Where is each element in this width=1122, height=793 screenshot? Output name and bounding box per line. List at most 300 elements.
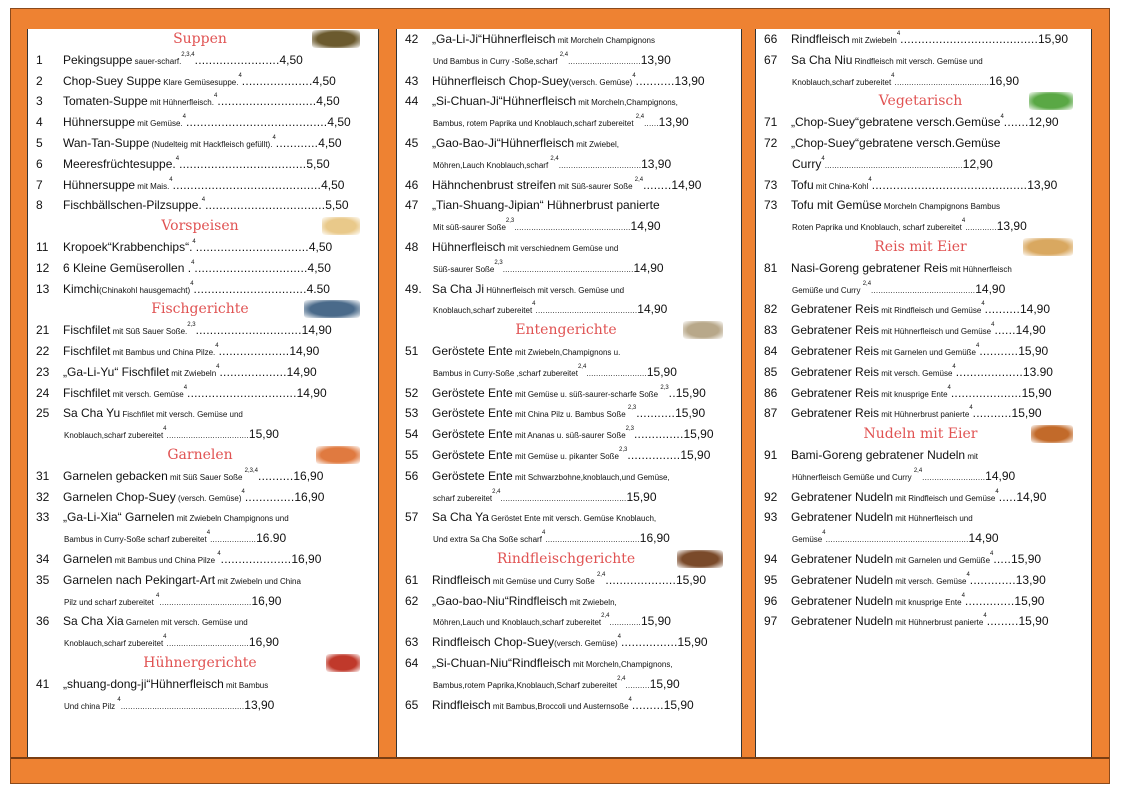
leader-dots: .................... (218, 343, 290, 358)
item-number: 91 (764, 447, 778, 462)
leader-dots: ................................ (193, 281, 307, 296)
menu-item (397, 71, 735, 92)
allergen-note: 4 (990, 550, 994, 557)
item-number: 12 (36, 260, 50, 275)
item-name: „Chop-Suey“gebratene versch.Gemüse (791, 135, 1001, 150)
allergen-note: 4 (117, 696, 121, 703)
leader-dots: ........... (979, 343, 1019, 358)
item-price: 4,50 (308, 239, 333, 254)
allergen-note: 4 (192, 238, 196, 245)
menu-item (397, 632, 735, 653)
item-name: Geröstete Ente (432, 427, 513, 442)
shrimp-icon (316, 446, 360, 464)
menu-sheet (10, 8, 1110, 784)
leader-dots: ................... (219, 364, 287, 379)
leader-dots: ........... (635, 73, 675, 88)
item-price: 14,90 (289, 343, 320, 358)
item-number: 32 (36, 489, 50, 504)
allergen-note: 2,4 (596, 571, 606, 578)
item-description: Bambus,rotem Paprika,Knoblauch,Scharf zubereitet (433, 680, 618, 690)
menu-item (397, 279, 735, 300)
section-heading (756, 91, 1085, 112)
allergen-note: 4 (532, 301, 536, 308)
allergen-note: 4 (272, 134, 276, 141)
allergen-note: 2,4 (601, 613, 610, 620)
item-description: Fischfilet mit versch. Gemüse und (120, 410, 243, 420)
item-name: Nasi-Goreng gebratener Reis (791, 260, 948, 275)
item-description: mit Rindfleisch und Gemüse (893, 493, 996, 503)
item-number: 42 (405, 32, 419, 46)
leader-dots: ......................... (586, 368, 647, 378)
menu-item (28, 487, 372, 508)
item-description: (Nudelteig mit Hackfleisch gefüllt). (149, 139, 273, 149)
item-price: 4.50 (306, 281, 330, 296)
menu-item (756, 383, 1085, 404)
leader-dots: .............................. (568, 56, 641, 66)
leader-dots: ............ (275, 135, 319, 150)
item-name: Tomaten-Suppe (63, 94, 148, 109)
item-price: 15,90 (683, 427, 714, 442)
menu-item (28, 112, 372, 133)
menu-item (756, 320, 1085, 341)
item-description: Mit süß-saurer Soße (433, 223, 506, 233)
menu-item-continuation (28, 424, 372, 445)
allergen-note: 4 (175, 155, 180, 162)
item-name: Sa Cha Xia (63, 614, 124, 629)
item-price: 15,90 (1021, 385, 1052, 400)
item-name: Geröstete Ente (432, 406, 513, 421)
item-price: 13,90 (1027, 177, 1058, 192)
section-heading (28, 653, 372, 674)
section-heading (397, 549, 735, 570)
item-number: 93 (764, 510, 778, 525)
item-description: mit China-Kohl (813, 181, 869, 191)
item-description: Knoblauch,scharf zubereitet (64, 639, 164, 649)
item-description: mit Bambus,Broccoli und Austernsoße (490, 701, 629, 711)
menu-item (756, 341, 1085, 362)
item-name: Chop-Suey Suppe (63, 73, 162, 88)
item-name: „Ga-Li-Ji“Hühnerfleisch (432, 32, 556, 46)
item-name: Garnelen gebacken (63, 468, 168, 483)
section-heading (756, 237, 1085, 258)
item-description: mit Bambus und China Pilze. (110, 347, 216, 357)
item-number: 45 (405, 135, 419, 150)
item-name: „Gao-Bao-Ji“Hühnerfleisch (432, 135, 575, 150)
item-description: mit Süß Sauer Soße. (110, 327, 188, 337)
item-number: 11 (36, 239, 49, 254)
item-description: mit knusprige Ente (893, 597, 962, 607)
leader-dots: .............. (244, 489, 295, 504)
leader-dots: ............................ (217, 94, 317, 109)
item-name: Rindfleisch (432, 572, 491, 587)
menu-item (756, 570, 1085, 591)
item-description: mit knusprige Ente (879, 389, 948, 399)
item-name: Geröstete Ente (432, 468, 513, 483)
item-name: Gebratener Nudeln (791, 489, 894, 504)
allergen-note: 4 (969, 405, 973, 412)
item-price: 4,50 (307, 260, 331, 275)
item-price: 16,90 (248, 635, 279, 650)
item-name: Hühnerfleisch (432, 239, 506, 254)
item-name: „Gao-bao-Niu“Rindfleisch (432, 593, 568, 608)
rooster-icon (326, 654, 360, 672)
allergen-note: 2,3 (505, 218, 515, 225)
item-name: Gebratener Reis (791, 385, 880, 400)
item-price: 15,90 (676, 572, 707, 587)
item-description: (Chinakohl hausgemacht) (99, 285, 191, 295)
item-description: mit verschiednem Gemüse und (505, 243, 619, 253)
menu-item-continuation (28, 591, 372, 612)
allergen-note: 4 (190, 280, 194, 287)
item-name: „Si-Chuan-Niu“Rindfleisch (432, 655, 571, 670)
allergen-note: 4 (156, 592, 160, 599)
menu-item (28, 507, 372, 528)
section-title: Suppen (173, 31, 227, 47)
item-number: 87 (764, 406, 778, 421)
allergen-note: 4 (182, 114, 186, 121)
allergen-note: 4 (206, 530, 211, 537)
item-number: 66 (764, 32, 778, 46)
menu-item-continuation (756, 279, 1085, 300)
item-description: Bambus in Curry-Soße scharf zubereitet (64, 535, 207, 545)
item-description: mit Ananas u. süß-saurer Soße (512, 431, 626, 441)
leader-dots: ...................................... (159, 597, 252, 607)
item-description: mit Gemüse u. pikanter Soße (512, 451, 619, 461)
section-title: Vegetarisch (878, 93, 963, 110)
item-name: Gebratener Reis (791, 323, 880, 338)
menu-item-continuation (397, 50, 735, 71)
item-price: 14,90 (1015, 323, 1046, 338)
item-price: 14,90 (975, 281, 1006, 296)
menu-item (397, 695, 735, 716)
item-price: 15,90 (1011, 551, 1042, 566)
menu-item (28, 383, 372, 404)
item-price: 13,90 (996, 219, 1027, 234)
menu-item (756, 403, 1085, 424)
item-description: mit China Pilz u. Bambus Soße (512, 410, 628, 420)
leader-dots: ........................................... (871, 285, 976, 295)
item-description: mit versch. Gemüse (879, 368, 953, 378)
allergen-note: 4 (238, 72, 242, 79)
allergen-note: 4 (952, 363, 956, 370)
leader-dots: ................................................ (514, 223, 631, 233)
item-number: 83 (764, 323, 778, 338)
item-price: 14,90 (286, 364, 317, 379)
menu-item-continuation (28, 632, 372, 653)
leader-dots: .................................. (166, 639, 249, 649)
menu-item (28, 341, 372, 362)
menu-item (756, 258, 1085, 279)
menu-item (397, 424, 735, 445)
menu-item (756, 112, 1085, 133)
allergen-note: 4 (215, 342, 219, 349)
leader-dots: ............. (609, 618, 641, 628)
allergen-note: 4 (217, 550, 221, 557)
menu-item-continuation (397, 216, 735, 237)
item-description: mit Gemüse. (135, 119, 183, 129)
item-name: Rindfleisch (791, 32, 850, 46)
item-description: mit Zwiebeln,Champignons u. (512, 347, 621, 357)
allergen-note: 4 (983, 613, 987, 620)
item-name: Hühnersuppe (63, 115, 136, 130)
leader-dots: .................... (220, 551, 292, 566)
item-number: 85 (764, 364, 778, 379)
menu-item (756, 611, 1085, 632)
item-description: mit Gemüse und Curry Soße (490, 576, 597, 586)
item-number: 22 (36, 343, 50, 358)
item-name: Gebratener Reis (791, 302, 880, 317)
item-name: Garnelen Chop-Suey (63, 489, 176, 504)
item-description: mit Süß Sauer Soße (167, 472, 245, 482)
item-number: 82 (764, 302, 778, 317)
item-name: Geröstete Ente (432, 343, 513, 358)
item-description: mit Zwiebeln und China (215, 576, 301, 586)
allergen-note: 2,4 (862, 280, 872, 287)
item-price: 14,90 (301, 323, 332, 338)
menu-item (756, 591, 1085, 612)
item-price: 13.90 (1022, 364, 1053, 379)
leader-dots: .................................. (558, 160, 642, 170)
item-price: 16,90 (293, 468, 324, 483)
item-number: 8 (36, 198, 43, 213)
menu-item (397, 91, 735, 112)
section-title: Nudeln mit Eier (863, 426, 978, 443)
allergen-note: 4 (183, 384, 188, 391)
item-name: Fischbällschen-Pilzsuppe. (63, 198, 202, 213)
item-name: „Tian-Shuang-Jipian“ Hühnerbrust panierte (432, 198, 660, 213)
menu-item (397, 29, 735, 50)
allergen-note: 4 (617, 634, 621, 641)
item-number: 81 (764, 260, 778, 275)
allergen-note: 2,4 (913, 467, 923, 474)
item-price: 14,90 (985, 468, 1016, 483)
menu-item (28, 403, 372, 424)
item-price: 14,90 (671, 177, 702, 192)
leader-dots: .. (668, 385, 676, 400)
item-description: Hühnerfleisch Gemüße und Curry (792, 472, 914, 482)
menu-item (28, 258, 372, 279)
menu-item-continuation (397, 528, 735, 549)
allergen-note: 2,3,4 (244, 467, 259, 474)
item-price: 15,90 (1038, 32, 1069, 46)
allergen-note: 4 (201, 197, 206, 204)
item-description: Bambus in Curry-Soße ,scharf zubereitet (433, 368, 578, 378)
allergen-note: 4 (216, 363, 220, 370)
item-name: Garnelen nach Pekingart-Art (63, 572, 216, 587)
leader-dots: ........................................................... (825, 535, 969, 545)
allergen-note: 2,3 (660, 384, 669, 391)
allergen-note: 4 (868, 176, 872, 183)
item-description: mit Schwarzbohne,knoblauch,und Gemüse, (512, 472, 670, 482)
item-price: 15,90 (626, 489, 657, 504)
menu-item (756, 299, 1085, 320)
menu-item (756, 362, 1085, 383)
menu-item (397, 403, 735, 424)
item-description: mit (965, 451, 978, 461)
item-number: 4 (36, 115, 43, 130)
item-description: Morcheln Champignons Bambus (881, 202, 1000, 212)
item-price: 16,90 (639, 531, 670, 546)
item-name: Kimchi (63, 281, 100, 296)
menu-item (28, 195, 372, 216)
allergen-note: 4 (163, 426, 167, 433)
leader-dots: ................................ (195, 239, 309, 254)
item-description: mit Zwiebeln, (567, 597, 617, 607)
menu-item-continuation (397, 487, 735, 508)
menu-item (756, 445, 1085, 466)
menu-item (397, 466, 735, 487)
item-name: „shuang-dong-ji“Hühnerfleisch (63, 676, 224, 691)
item-name: Rindfleisch (432, 697, 491, 712)
leader-dots: .......... (625, 680, 650, 690)
menu-item (28, 237, 372, 258)
menu-item-continuation (756, 71, 1085, 92)
section-title: Hühnergerichte (143, 654, 257, 671)
item-description: Möhren,Lauch Knoblauch,scharf (433, 160, 551, 170)
item-name: Sa Cha Niu (791, 52, 853, 67)
allergen-note: 4 (947, 384, 951, 391)
item-name: Sa Cha Yu (63, 406, 121, 421)
menu-item (28, 362, 372, 383)
leader-dots: .............................. (195, 323, 302, 338)
menu-item (397, 341, 735, 362)
item-description: mit Garnelen und Gemüße (879, 347, 976, 357)
menu-item (28, 50, 372, 71)
menu-item (28, 570, 372, 591)
menu-item-continuation (397, 299, 735, 320)
allergen-note: 4 (632, 72, 636, 79)
item-number: 34 (36, 551, 50, 566)
item-description: Knoblauch,scharf zubereitet (433, 306, 533, 316)
menu-item (397, 383, 735, 404)
item-number: 73 (764, 198, 778, 213)
item-name: Meeresfrüchtesuppe. (63, 156, 176, 171)
item-description: mit Hühnerbrust panierte (893, 618, 984, 628)
menu-item (397, 591, 735, 612)
leader-dots: ....................................... (894, 77, 989, 87)
item-number: 48 (405, 239, 419, 254)
item-name: Garnelen (63, 551, 113, 566)
leader-dots: .......................... (922, 472, 986, 482)
allergen-note: 2,4 (559, 51, 569, 58)
item-number: 33 (36, 510, 50, 525)
noodles-icon (1031, 425, 1073, 443)
item-price: 15,90 (640, 614, 671, 629)
menu-item (756, 507, 1085, 528)
item-number: 3 (36, 94, 43, 109)
bottom-divider (11, 757, 1109, 759)
item-name: „Ga-Li-Yu“ Fischfilet (63, 364, 170, 379)
leader-dots: .............. (964, 593, 1015, 608)
leader-dots: .................... (950, 385, 1022, 400)
leader-dots: .......... (984, 302, 1020, 317)
item-name: Gebratener Reis (791, 343, 880, 358)
item-price: 14,90 (296, 385, 327, 400)
item-name: Gebratener Nudeln (791, 551, 894, 566)
leader-dots: ...................................................... (502, 264, 634, 274)
item-price: 15,90 (646, 364, 677, 379)
leader-dots: .................................................... (500, 493, 627, 503)
duck-icon (683, 321, 723, 339)
item-number: 6 (36, 156, 43, 171)
item-number: 71 (764, 115, 778, 130)
allergen-note: 2,3 (627, 405, 637, 412)
section-heading (28, 29, 372, 50)
allergen-note: 2,3 (494, 259, 503, 266)
menu-item-continuation (397, 362, 735, 383)
menu-item (28, 175, 372, 196)
menu-item (397, 237, 735, 258)
item-price: 13,90 (1015, 572, 1046, 587)
leader-dots: ................................................... (120, 701, 245, 711)
item-number: 84 (764, 343, 778, 358)
salad-icon (1029, 92, 1073, 110)
spring-rolls-icon (322, 217, 360, 235)
item-description: Geröstet Ente mit versch. Gemüse Knoblauch, (488, 514, 657, 524)
item-number: 95 (764, 572, 778, 587)
menu-item (756, 487, 1085, 508)
menu-item (756, 195, 1085, 216)
menu-item (28, 133, 372, 154)
leader-dots: ............. (969, 572, 1016, 587)
item-number: 5 (36, 135, 43, 150)
item-name: Geröstete Ente (432, 385, 513, 400)
allergen-note: 2,4 (617, 675, 626, 682)
item-number: 21 (36, 323, 50, 338)
menu-item (28, 466, 372, 487)
allergen-note: 4 (961, 592, 965, 599)
item-description: mit Hühnerfleisch und Gemüse (879, 327, 992, 337)
item-price: 15,90 (675, 406, 706, 421)
section-title: Entengerichte (515, 322, 617, 339)
allergen-note: 4 (896, 31, 901, 37)
item-price: 13,90 (641, 156, 672, 171)
menu-item (756, 50, 1085, 71)
item-number: 7 (36, 177, 43, 192)
item-price: 12,90 (1028, 115, 1059, 130)
item-description: mit Morcheln,Champignons, (570, 659, 673, 669)
leader-dots: ......................................................... (824, 160, 963, 170)
item-price: 13,90 (244, 697, 275, 712)
section-title: Reis mit Eier (874, 238, 967, 255)
leader-dots: ........ (643, 177, 672, 192)
item-number: 31 (36, 468, 50, 483)
item-price: 4,50 (318, 135, 342, 150)
item-number: 47 (405, 198, 419, 213)
item-price: 4,50 (316, 94, 340, 109)
leader-dots: .................................. (205, 198, 326, 213)
menu-item-continuation (756, 466, 1085, 487)
section-title: Garnelen (167, 446, 233, 463)
menu-item (28, 611, 372, 632)
leader-dots: .......................................... (172, 177, 322, 192)
menu-item (28, 549, 372, 570)
leader-dots: ........................ (194, 52, 280, 67)
menu-item-continuation (756, 216, 1085, 237)
menu-item (756, 549, 1085, 570)
item-price: 15,90 (649, 676, 680, 691)
item-description: Roten Paprika und Knoblauch, scharf zubereitet (792, 223, 962, 233)
item-price: 4,50 (321, 177, 345, 192)
item-price: 14,90 (968, 531, 999, 546)
item-name: Fischfilet (63, 343, 111, 358)
item-number: 57 (405, 510, 419, 525)
item-price: 15,90 (663, 697, 694, 712)
item-description: mit Zwiebeln (849, 36, 897, 45)
item-price: 5,50 (325, 198, 349, 213)
item-name: Fischfilet (63, 323, 111, 338)
tuna-fish-icon (304, 300, 360, 318)
